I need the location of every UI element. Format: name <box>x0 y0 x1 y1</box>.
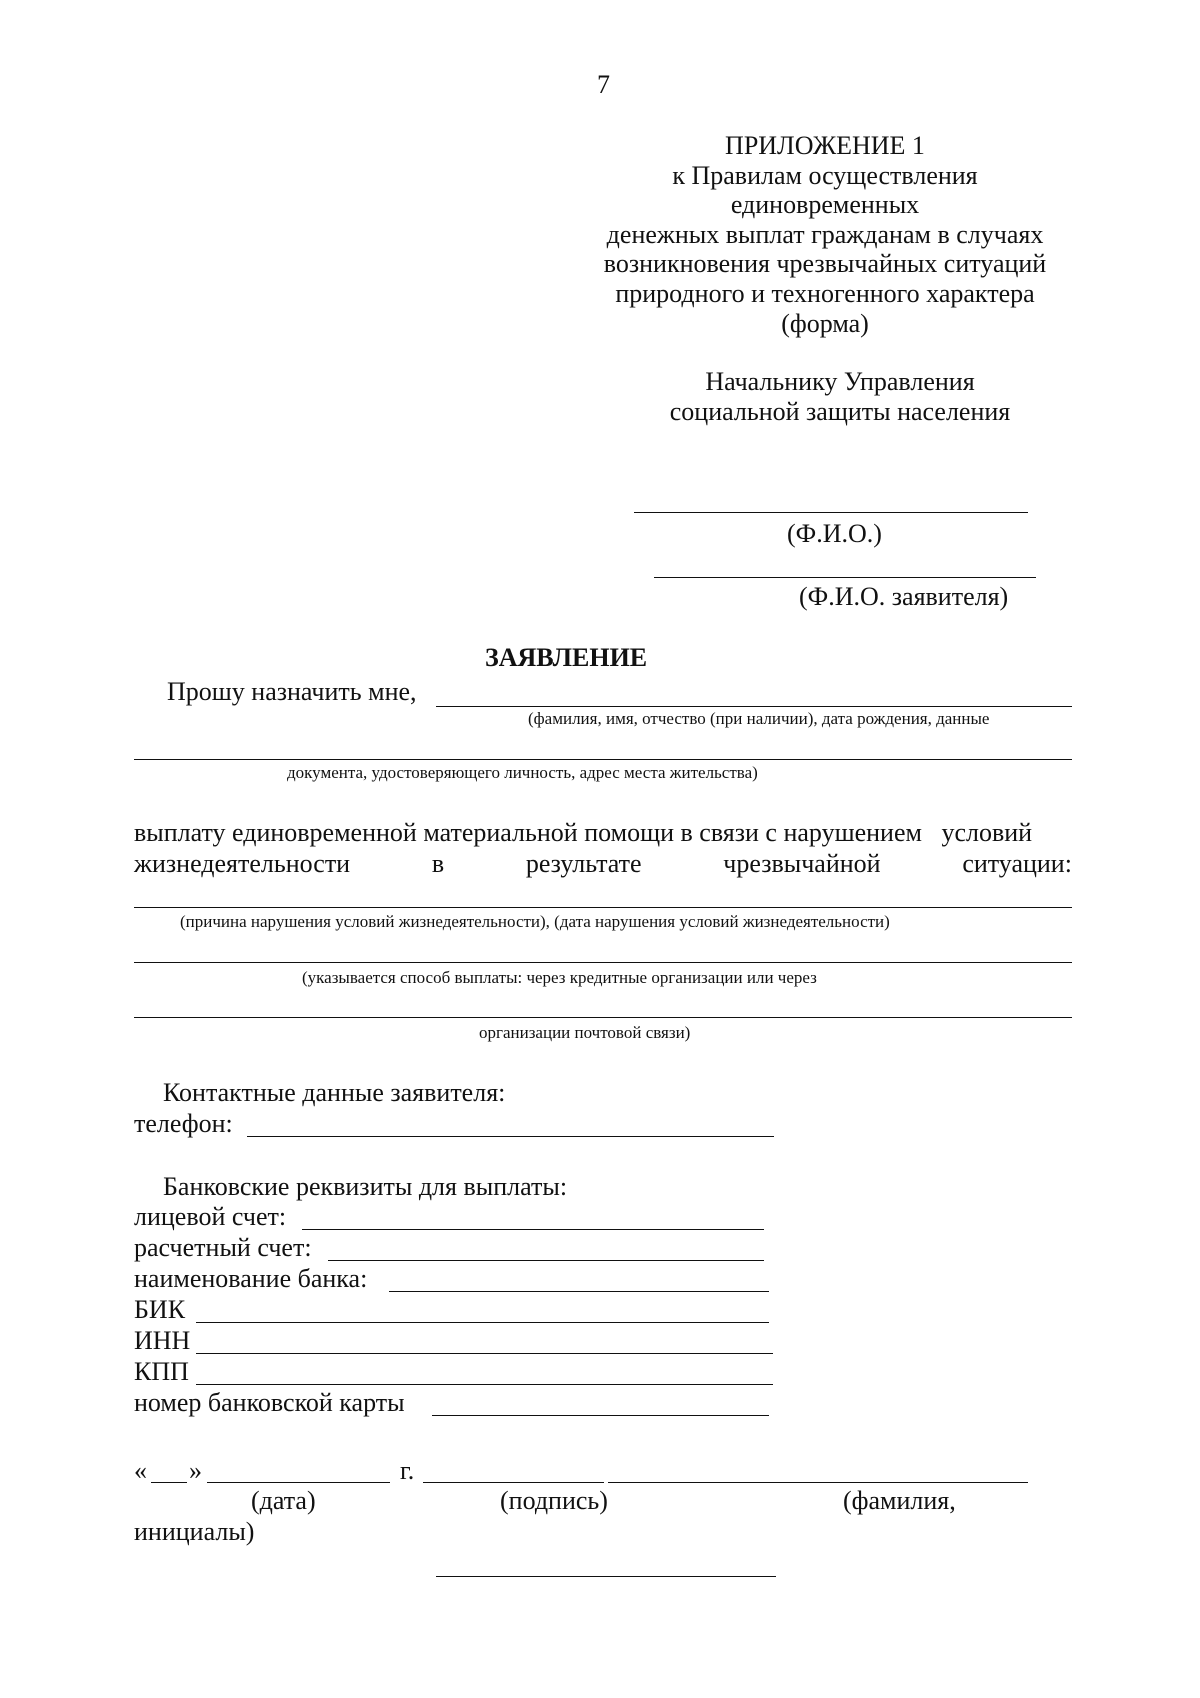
kpp-field[interactable] <box>196 1384 773 1385</box>
purpose-word-2: в <box>431 849 445 878</box>
purpose-line-1: выплату единовременной материальной помощи в связи с нарушением условий <box>134 818 1033 847</box>
addressee-line-2: социальной защиты населения <box>669 397 1011 426</box>
payment-method-field[interactable] <box>134 962 1072 963</box>
head-fio-field[interactable] <box>634 512 1028 513</box>
signature-hint: (подпись) <box>500 1486 608 1515</box>
applicant-fio-hint: (Ф.И.О. заявителя) <box>799 582 1009 611</box>
personal-account-label: лицевой счет: <box>134 1202 287 1231</box>
bank-name-field[interactable] <box>389 1291 769 1292</box>
phone-field[interactable] <box>247 1136 774 1137</box>
reason-hint: (причина нарушения условий жизнедеятельности), (дата нарушения условий жизнедеятельности) <box>180 912 890 931</box>
bottom-field[interactable] <box>436 1576 776 1577</box>
purpose-word-3: результате <box>525 849 642 878</box>
date-hint: (дата) <box>251 1486 316 1515</box>
personal-account-field[interactable] <box>302 1229 764 1230</box>
purpose-word-4: чрезвычайной <box>723 849 881 878</box>
applicant-data-hint-2: документа, удостоверяющего личность, адрес места жительства) <box>287 763 758 782</box>
page-number: 7 <box>597 70 610 99</box>
surname-initials-field[interactable] <box>608 1482 1028 1483</box>
initials-hint: инициалы) <box>134 1517 255 1546</box>
appendix-title: ПРИЛОЖЕНИЕ 1 <box>725 131 925 160</box>
applicant-data-field[interactable] <box>436 706 1072 707</box>
payment-method-field-2[interactable] <box>134 1017 1072 1018</box>
date-day-field[interactable] <box>151 1482 187 1483</box>
inn-field[interactable] <box>196 1353 773 1354</box>
inn-label: ИНН <box>134 1326 191 1355</box>
card-number-field[interactable] <box>432 1415 769 1416</box>
contacts-heading: Контактные данные заявителя: <box>163 1078 506 1107</box>
appendix-line-2: единовременных <box>730 190 920 219</box>
bank-heading: Банковские реквизиты для выплаты: <box>163 1172 568 1201</box>
appendix-line-3: денежных выплат гражданам в случаях <box>606 220 1044 249</box>
payment-method-hint-2: организации почтовой связи) <box>479 1023 691 1042</box>
applicant-data-field-2[interactable] <box>134 759 1072 760</box>
purpose-line-2 <box>134 851 1072 877</box>
surname-hint: (фамилия, <box>843 1486 956 1515</box>
bik-field[interactable] <box>196 1322 769 1323</box>
settlement-account-label: расчетный счет: <box>134 1233 312 1262</box>
kpp-label: КПП <box>134 1357 189 1386</box>
request-prefix: Прошу назначить мне, <box>167 677 417 706</box>
phone-label: телефон: <box>134 1109 233 1138</box>
appendix-form-label: (форма) <box>781 309 869 338</box>
date-open-quote: « <box>134 1456 147 1485</box>
appendix-line-4: возникновения чрезвычайных ситуаций <box>603 249 1047 278</box>
date-close-quote: » <box>189 1456 202 1485</box>
signature-field[interactable] <box>423 1482 604 1483</box>
date-year-suffix: г. <box>400 1456 415 1485</box>
settlement-account-field[interactable] <box>328 1260 764 1261</box>
statement-title: ЗАЯВЛЕНИЕ <box>485 643 648 672</box>
appendix-line-1: к Правилам осуществления <box>672 161 978 190</box>
applicant-data-hint-1: (фамилия, имя, отчество (при наличии), дата рождения, данные <box>528 709 990 728</box>
purpose-word-1: жизнедеятельности <box>134 849 351 878</box>
head-fio-hint: (Ф.И.О.) <box>787 519 882 548</box>
addressee-line-1: Начальнику Управления <box>705 367 975 396</box>
bik-label: БИК <box>134 1295 186 1324</box>
card-number-label: номер банковской карты <box>134 1388 405 1417</box>
applicant-fio-field[interactable] <box>654 577 1036 578</box>
reason-field[interactable] <box>134 907 1072 908</box>
date-month-field[interactable] <box>207 1482 390 1483</box>
payment-method-hint-1: (указывается способ выплаты: через кредитные организации или через <box>302 968 817 987</box>
purpose-word-5: ситуации: <box>962 849 1072 878</box>
bank-name-label: наименование банка: <box>134 1264 368 1293</box>
appendix-line-5: природного и техногенного характера <box>615 279 1035 308</box>
